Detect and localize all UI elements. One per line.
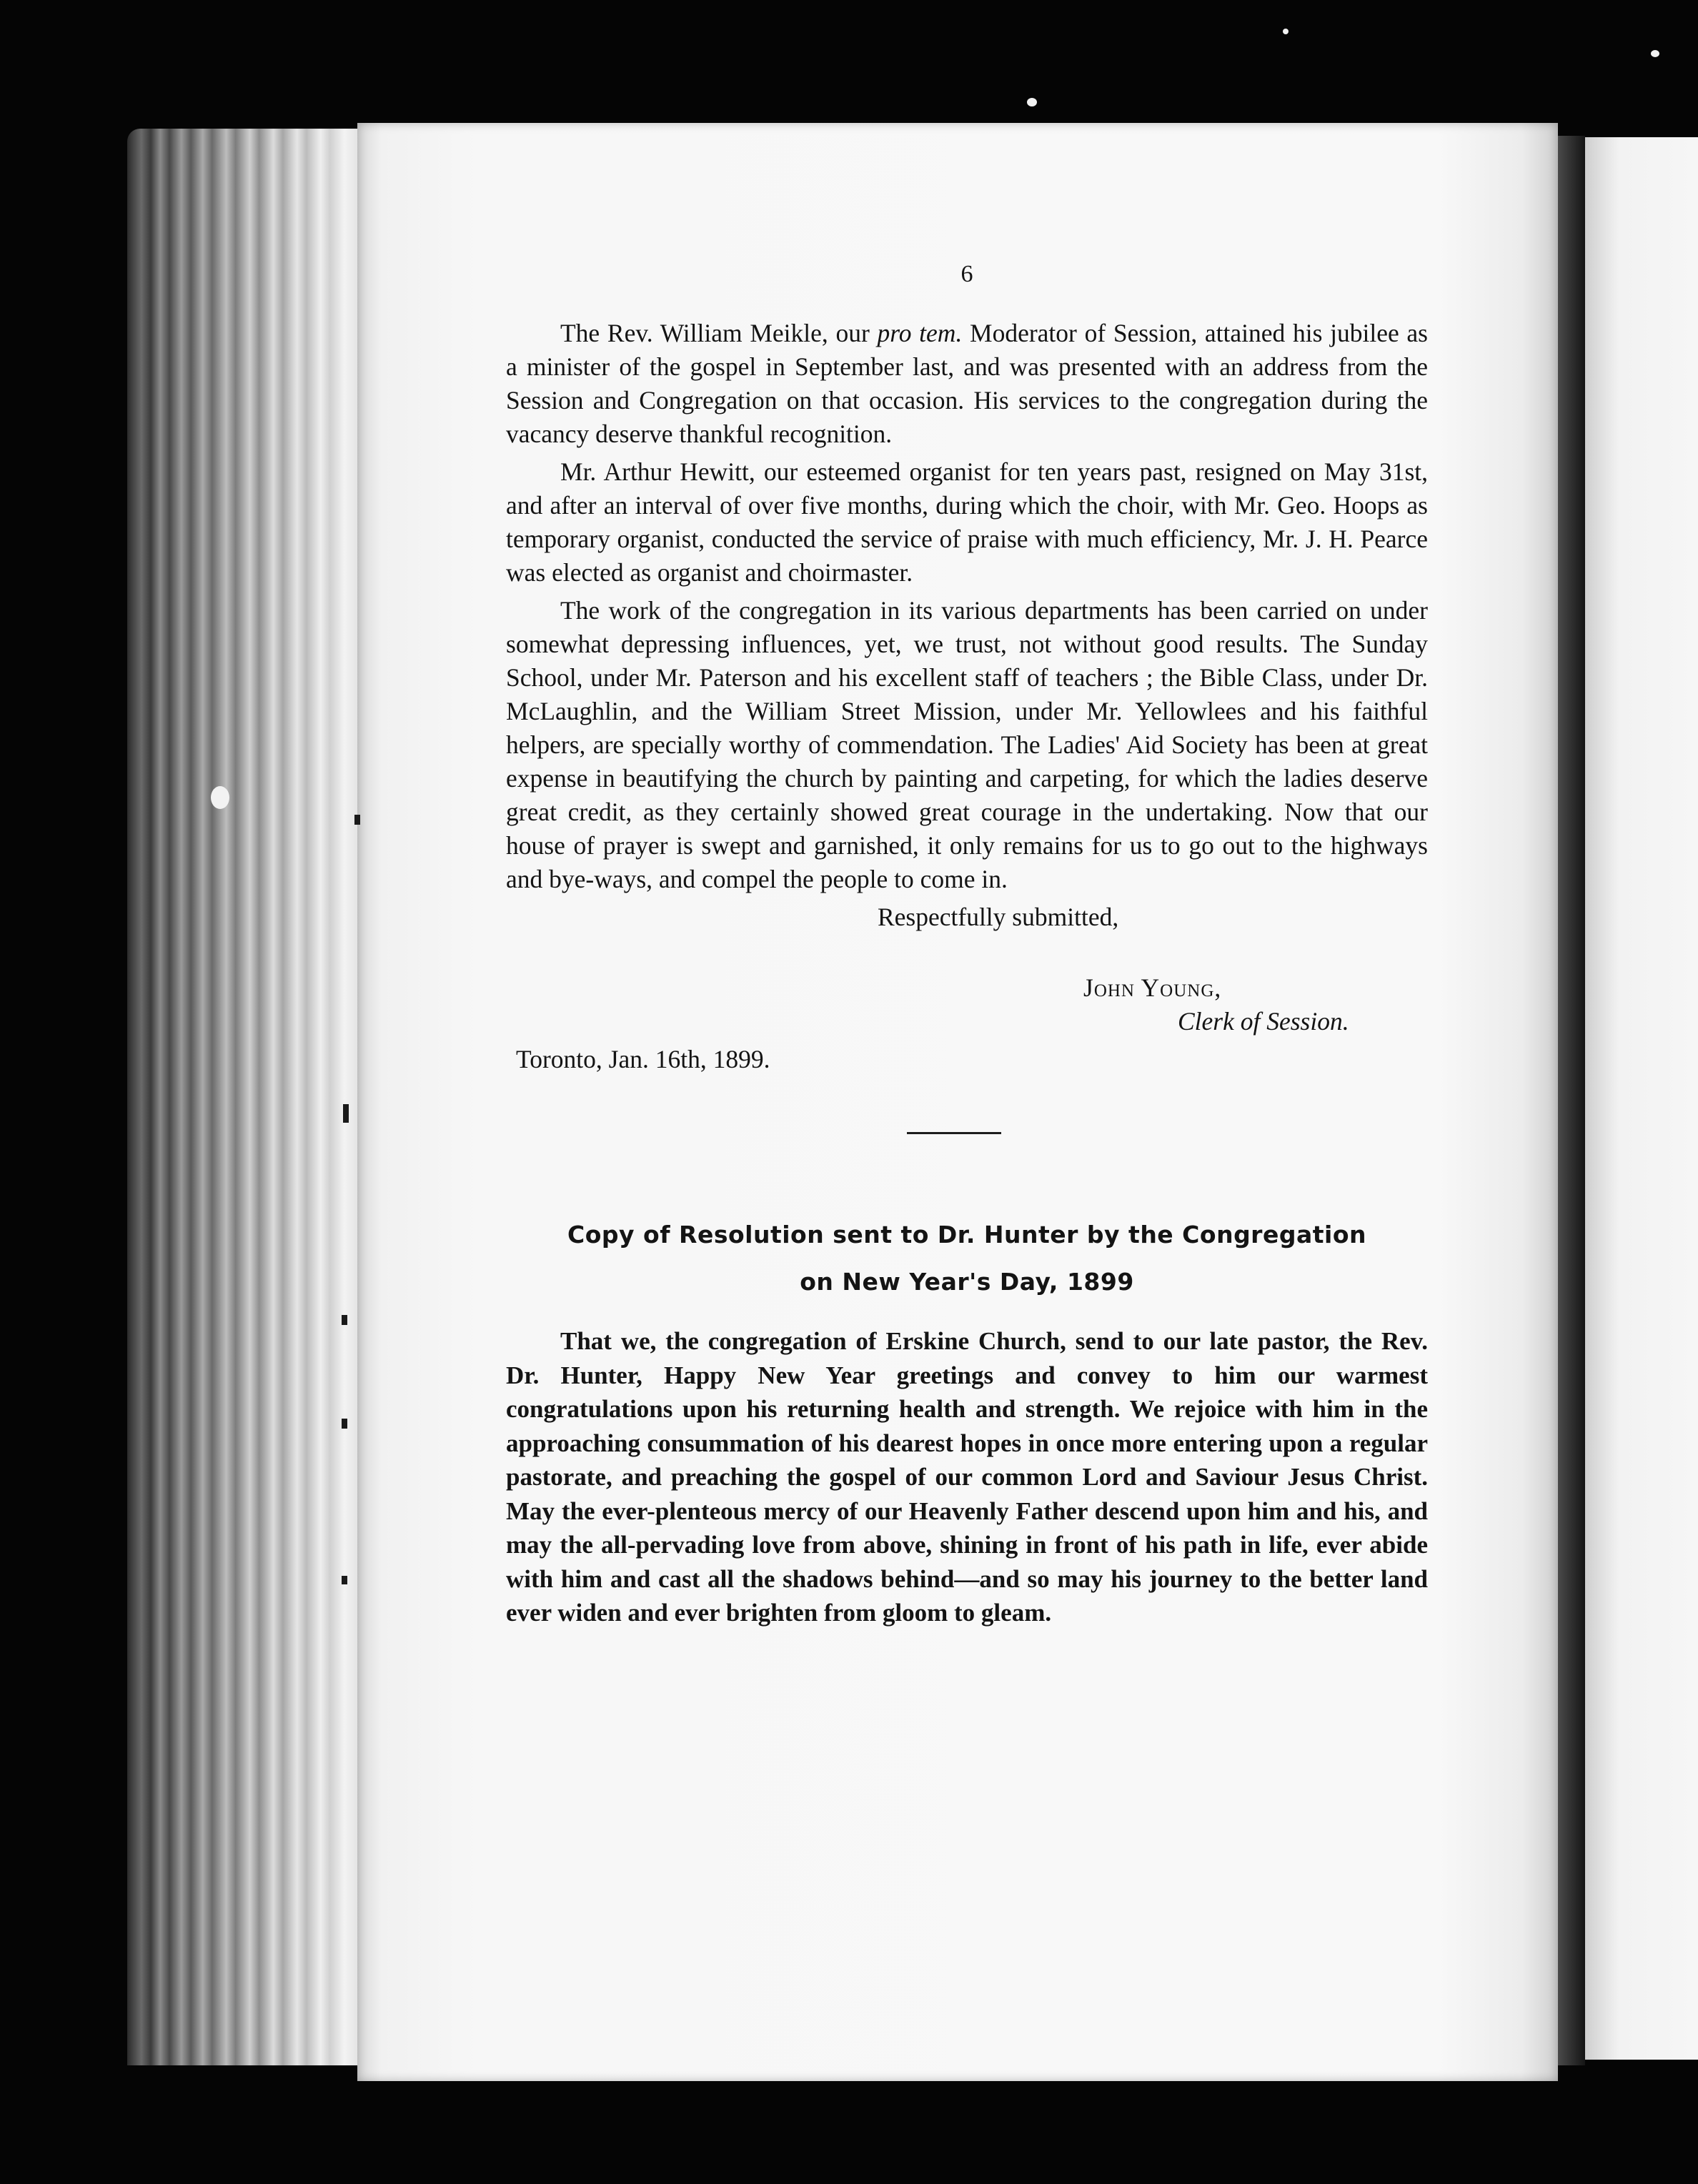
italic-pro-tem: pro tem. bbox=[877, 319, 963, 347]
dateline: Toronto, Jan. 16th, 1899. bbox=[516, 1045, 770, 1073]
signer-name: John Young, bbox=[1083, 973, 1222, 1002]
margin-mark bbox=[342, 1419, 347, 1429]
page-text bbox=[506, 257, 1428, 1634]
paragraph-hewitt: Mr. Arthur Hewitt, our esteemed organist for ten years past, resigned on May 31st, and after an interval of over five months, during which the choir, with Mr. Geo. Hoops as temporary organist, conducted the service of praise with much efficiency, Mr. J. H. Pearce was elected as organist and choirmaster. bbox=[506, 457, 1428, 587]
margin-mark bbox=[343, 1104, 349, 1123]
resolution-text: That we, the congregation of Erskine Church, send to our late pastor, the Rev. Dr. Hunter, Happy New Year greetings and convey to him our warmest congratulations upon his returning health and strength. We rejoice with him in the approaching consummation of his dearest hopes in once more entering upon a regular pastorate, and preaching the gospel of our common Lord and Saviour Jesus Christ. May the ever-plenteous mercy of our Heavenly Father descend upon him and his, and may the all-pervading love from above, shining in front of his path in life, ever abide with him and cast all the shadows behind—and so may his journey to the better land ever widen and ever brighten from gloom to gleam. bbox=[506, 1327, 1428, 1627]
next-page-edge bbox=[1585, 137, 1698, 2060]
margin-mark bbox=[342, 1315, 347, 1325]
dust-speck bbox=[211, 786, 229, 809]
signer-title: Clerk of Session. bbox=[1178, 1007, 1349, 1036]
page-edges bbox=[127, 129, 363, 2065]
margin-mark bbox=[354, 815, 360, 825]
margin-mark bbox=[342, 1576, 347, 1584]
page-number: 6 bbox=[960, 261, 973, 287]
resolution-heading-line-1: Copy of Resolution sent to Dr. Hunter by the Congregation bbox=[567, 1221, 1366, 1249]
dust-speck bbox=[1651, 50, 1659, 57]
book-gutter bbox=[1558, 136, 1585, 2065]
closing-salutation: Respectfully submitted, bbox=[878, 903, 1119, 931]
paragraph-congregation-work: The work of the congregation in its various departments has been carried on under somewhat depressing influences, yet, we trust, not without good results. The Sunday School, under Mr. Paterson and his excellent staff of teachers ; the Bible Class, under Dr. McLaughlin, and the William Street Mission, under Mr. Yellowlees and his faithful helpers, are specially worthy of commendation. The Ladies' Aid Society has been at great expense in beautifying the church by painting and carpeting, for which the ladies deserve great credit, as they certainly showed great courage in the undertaking. Now that our house of prayer is swept and garnished, it only remains for us to go out to the highways and bye-ways, and compel the people to come in. bbox=[506, 596, 1428, 893]
dust-speck bbox=[1027, 98, 1037, 106]
resolution-heading-line-2: on New Year's Day, 1899 bbox=[800, 1268, 1134, 1296]
paragraph-meikle-rest: Moderator of Session, attained his jubilee as a minister of the gospel in September last, and was presented with an address from the Session and Congregation on that occasion. His services to the congregation during the vacancy deserve thankful recognition. bbox=[506, 319, 1428, 448]
paragraph-meikle bbox=[506, 317, 1428, 451]
paragraph-meikle-start: The Rev. William Meikle, our bbox=[560, 319, 878, 347]
section-divider bbox=[907, 1132, 1001, 1134]
dust-speck bbox=[1283, 29, 1289, 34]
